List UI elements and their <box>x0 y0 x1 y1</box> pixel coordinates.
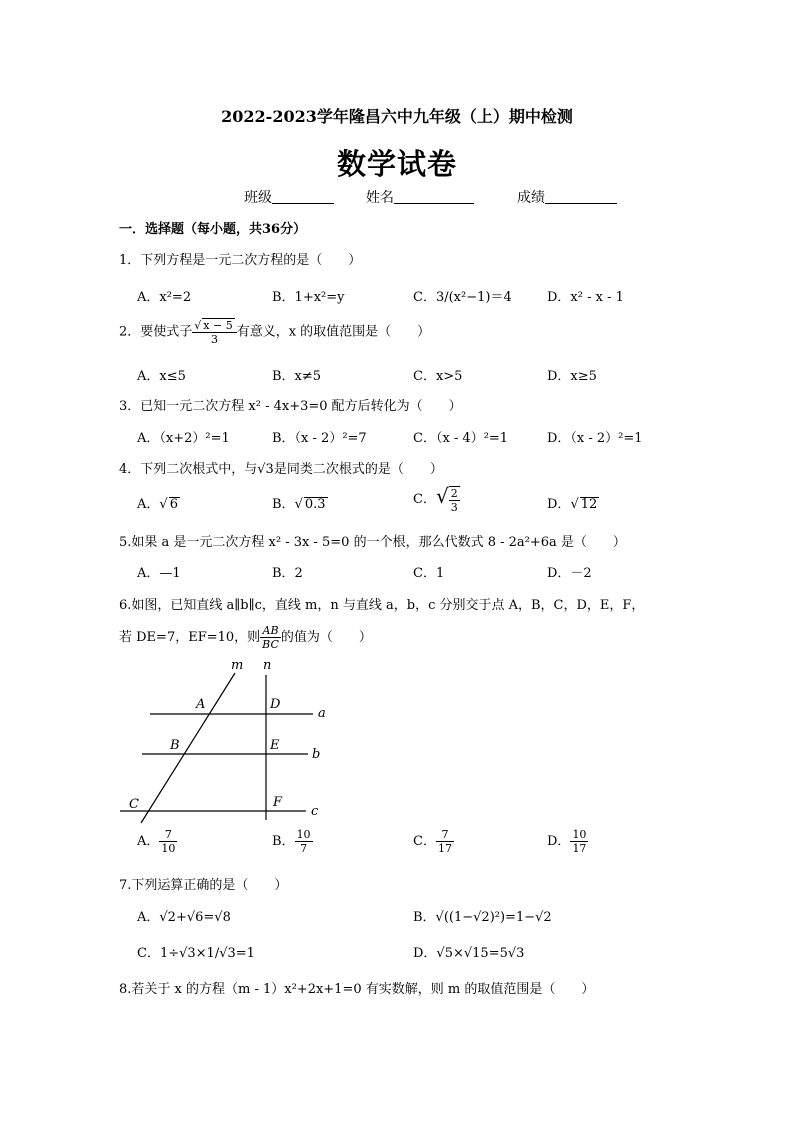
q4-option-c-label: C． <box>413 492 436 507</box>
q5-option-a: A．—1 <box>137 566 181 581</box>
q1-option-b: B．1+x²=y <box>272 290 345 305</box>
q4-option-a-label: A． <box>137 497 160 512</box>
q3-option-d: D．（x - 2）²=1 <box>547 431 643 446</box>
label-m: m <box>231 658 244 673</box>
q7-stem: 7.下列运算正确的是（ ） <box>119 878 288 893</box>
q1-option-d: D．x² - x - 1 <box>547 290 624 305</box>
q5-option-d: D．－2 <box>547 566 592 581</box>
label-c: c <box>311 804 319 819</box>
q6-ratio: $\frac{AB}{BC}$ <box>262 624 279 651</box>
label-F: F <box>273 795 283 810</box>
q4-option-a: A．√ 6 <box>137 497 178 512</box>
q4-option-b: B．√ 0.3 <box>272 497 326 512</box>
q1-stem: 1．下列方程是一元二次方程的是（ ） <box>119 253 362 268</box>
q4-option-d: D．√ 12 <box>547 497 598 512</box>
q7-option-c: C．1÷√3×1/√3=1 <box>137 946 255 961</box>
label-A: A <box>196 697 206 712</box>
label-C: C <box>129 797 139 812</box>
q2-option-a: A．x≤5 <box>137 369 186 384</box>
q6-stem2-post: 的值为（ ） <box>280 630 372 645</box>
label-D: D <box>270 697 281 712</box>
q6-stem-line2 <box>119 624 372 651</box>
q6-option-d <box>547 828 588 855</box>
q6-option-d-num: 10 <box>572 828 587 841</box>
score-field <box>517 187 617 207</box>
q7-option-a: A．√2+√6=√8 <box>137 910 231 925</box>
q6-stem2-pre: 若 DE=7，EF=10，则 <box>119 630 261 645</box>
q7-option-d: D．√5×√15=5√3 <box>413 946 525 961</box>
q6-option-c-num: 7 <box>436 828 454 842</box>
q2-stem-post: 有意义，x 的取值范围是（ ） <box>236 324 431 340</box>
q6-option-d-label: D． <box>547 834 571 849</box>
q4-option-b-radicand: 0.3 <box>304 497 326 512</box>
q6-option-d-den: 17 <box>572 842 587 855</box>
q8-stem: 8.若关于 x 的方程（m - 1）x²+2x+1=0 有实数解，则 m 的取值范围是（ ） <box>119 982 595 997</box>
q6-stem-line1: 6.如图，已知直线 a∥b∥c，直线 m，n 与直线 a，b，c 分别交于点 A，B，C，D，E，F， <box>119 598 645 613</box>
q5-option-b: B．2 <box>272 566 303 581</box>
q6-option-c-den: 17 <box>437 842 452 855</box>
line-m <box>141 673 235 823</box>
q5-option-c: C．1 <box>413 566 445 581</box>
q7-option-b: B．√((1−√2)²)=1−√2 <box>413 910 552 925</box>
q2-option-d: D．x≥5 <box>547 369 597 384</box>
q6-option-c-label: C． <box>413 834 436 849</box>
class-blank <box>272 189 334 204</box>
label-a: a <box>318 706 326 721</box>
q3-stem: 3．已知一元二次方程 x² - 4x+3=0 配方后转化为（ ） <box>119 399 462 414</box>
q2-stem-pre: 2．要使式子 <box>119 324 193 340</box>
q6-option-b-label: B． <box>272 834 295 849</box>
q1-option-a: A．x²=2 <box>137 290 192 305</box>
class-field <box>244 187 334 207</box>
q6-figure <box>118 655 338 825</box>
q4-option-b-label: B． <box>272 497 295 512</box>
class-label: 班级 <box>244 190 272 206</box>
q4-option-d-radicand: 12 <box>580 497 598 512</box>
q1-option-c: C．3/(x²−1)＝4 <box>413 290 512 305</box>
name-field <box>366 187 474 207</box>
label-n: n <box>263 658 272 673</box>
q3-option-c: C．（x - 4）²=1 <box>413 431 509 446</box>
label-b: b <box>312 747 321 762</box>
score-label: 成绩 <box>517 190 545 206</box>
q4-option-c: C．√ $\frac{2}{3}$ <box>413 484 458 514</box>
q2-option-b: B．x≠5 <box>272 369 322 384</box>
q6-option-a-label: A． <box>137 834 160 849</box>
name-blank <box>394 189 474 204</box>
q4-option-d-label: D． <box>547 497 571 512</box>
q2-option-c: C．x>5 <box>413 369 463 384</box>
exam-title: 2022-2023学年隆昌六中九年级（上）期中检测 <box>221 107 573 126</box>
q6-option-b-num: 10 <box>296 828 311 841</box>
q6-option-c <box>413 828 454 855</box>
q2-fraction: $\frac{√ x - 5}{3}$ <box>192 318 236 346</box>
q6-option-a <box>137 828 177 855</box>
q5-stem: 5.如果 a 是一元二次方程 x² - 3x - 5=0 的一个根，那么代数式 8 - 2a²+6a 是（ ） <box>119 535 626 550</box>
name-label: 姓名 <box>366 190 394 206</box>
q4-option-a-radicand: 6 <box>169 497 178 512</box>
q6-option-b <box>272 828 313 855</box>
exam-subtitle: 数学试卷 <box>336 147 457 181</box>
label-E: E <box>270 738 280 753</box>
q3-option-b: B．（x - 2）²=7 <box>272 431 367 446</box>
section-heading: 一．选择题（每小题，共36分） <box>119 222 307 237</box>
score-blank <box>545 189 617 204</box>
q4-stem: 4．下列二次根式中，与√3是同类二次根式的是（ ） <box>119 462 443 477</box>
q6-option-a-num: 7 <box>159 828 177 842</box>
q2-stem <box>119 318 430 346</box>
q6-option-b-den: 7 <box>300 842 308 855</box>
q6-option-a-den: 10 <box>161 842 176 855</box>
q3-option-a: A．（x+2）²=1 <box>137 431 230 446</box>
label-B: B <box>170 738 180 753</box>
